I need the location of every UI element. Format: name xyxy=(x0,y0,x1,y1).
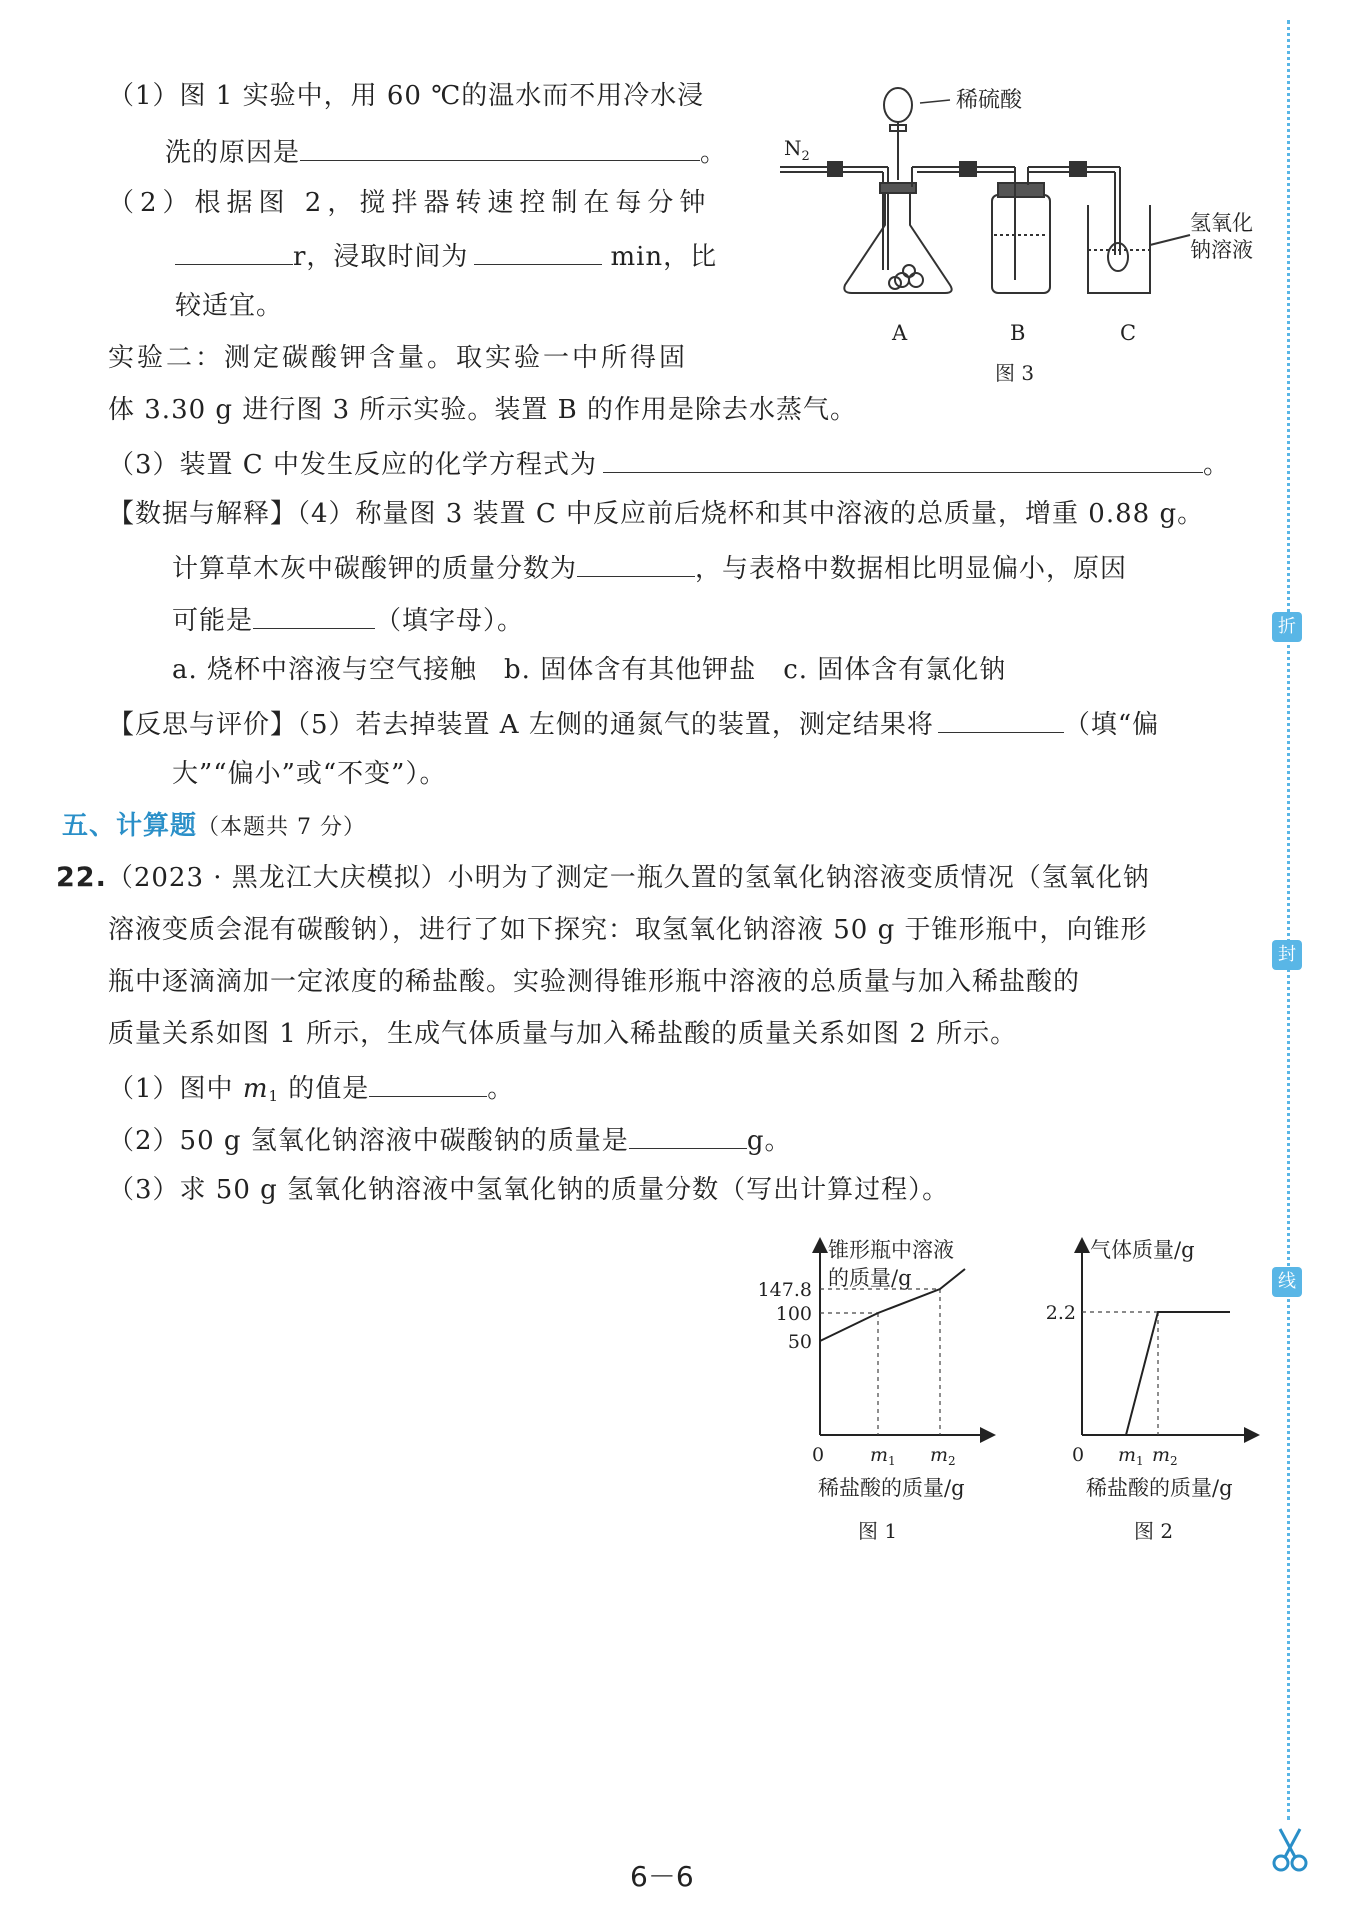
c1-xtick-0: 0 xyxy=(812,1444,825,1466)
edge-tab-fold: 折 xyxy=(1272,612,1302,642)
c2-xtick-0: 0 xyxy=(1072,1444,1085,1466)
scissors-icon xyxy=(1270,1825,1310,1875)
section-note: （本题共 7 分） xyxy=(197,815,366,840)
c2-xtick-m2: $m_2$ xyxy=(1152,1444,1178,1468)
apparatus-c-label: C xyxy=(1120,321,1137,345)
exp2-line-1: 实验二：测定碳酸钾含量。取实验一中所得固 xyxy=(108,343,689,373)
exp2-line-2: 体 3.30 g 进行图 3 所示实验。装置 B 的作用是除去水蒸气。 xyxy=(108,395,858,425)
q4-text-3: 可能是 xyxy=(172,606,254,636)
q22-1-text-2: 的值是 xyxy=(288,1074,370,1104)
acid-label: 稀硫酸 xyxy=(956,88,1023,113)
q22-2-text: （2）50 g 氢氧化钠溶液中碳酸钠的质量是 xyxy=(108,1126,629,1156)
q22-line-4: 质量关系如图 1 所示，生成气体质量与加入稀盐酸的质量关系如图 2 所示。 xyxy=(108,1019,1018,1049)
n2-label: $N_2$ xyxy=(784,136,810,164)
q2-line-2 xyxy=(175,236,717,275)
q5-text-2: （填“偏 xyxy=(1063,710,1160,740)
c1-xtick-m1: $m_1$ xyxy=(870,1444,896,1468)
c2-caption: 图 2 xyxy=(1134,1519,1174,1543)
q1-text: 洗的原因是 xyxy=(165,138,301,168)
figure-3-caption: 图 3 xyxy=(995,361,1035,385)
q5-text-1: 【反思与评价】（5）若去掉装置 A 左侧的通氮气的装置，测定结果将 xyxy=(108,710,934,740)
q22-sub-3: （3）求 50 g 氢氧化钠溶液中氢氧化钠的质量分数（写出计算过程）。 xyxy=(108,1175,950,1205)
q4-text-2: ，与表格中数据相比明显偏小，原因 xyxy=(695,554,1128,584)
q2-line-3: 较适宜。 xyxy=(175,291,284,321)
q2-line-1: （2）根据图 2，搅拌器转速控制在每分钟 xyxy=(108,188,712,218)
q4-line-1: 【数据与解释】（4）称量图 3 装置 C 中反应前后烧杯和其中溶液的总质量，增重 0.88 g。 xyxy=(108,499,1205,529)
q22-1-var: m xyxy=(242,1074,269,1104)
c2-ylabel: 气体质量/g xyxy=(1090,1238,1195,1262)
edge-tab-seal: 封 xyxy=(1272,940,1302,970)
q22-1-text: （1）图中 xyxy=(108,1074,234,1104)
q4-text-4: （填字母）。 xyxy=(375,606,525,636)
figure-3-apparatus xyxy=(770,75,1270,395)
c1-ytick-100: 100 xyxy=(775,1303,812,1325)
c1-xtick-m2: $m_2$ xyxy=(930,1444,956,1468)
q22-sub-2 xyxy=(108,1120,791,1159)
figure-1-chart xyxy=(740,1225,1010,1545)
q3-line: （3）装置 C 中发生反应的化学方程式为 。 xyxy=(108,444,1230,483)
q22-line-2: 溶液变质会混有碳酸钠），进行了如下探究：取氢氧化钠溶液 50 g 于锥形瓶中，向锥形 xyxy=(108,915,1148,945)
q4-text-1: 计算草木灰中碳酸钾的质量分数为 xyxy=(172,554,578,584)
q5-line-2: 大”“偏小”或“不变”）。 xyxy=(172,759,447,789)
section-title: 五、计算题 xyxy=(62,811,198,841)
naoh-label-1: 氢氧化 xyxy=(1190,211,1253,235)
c1-caption: 图 1 xyxy=(858,1519,898,1543)
q4-line-3 xyxy=(172,600,524,639)
q3-text: （3）装置 C 中发生反应的化学方程式为 xyxy=(108,450,597,480)
q1-answer-blank[interactable] xyxy=(300,132,700,161)
q22-sub-1 xyxy=(108,1068,514,1114)
page-number: 6－6 xyxy=(630,1860,694,1893)
q2-text-1: r，浸取时间为 xyxy=(293,242,469,272)
q22-1-end: 。 xyxy=(487,1074,515,1104)
c2-xlabel: 稀盐酸的质量/g xyxy=(1086,1476,1233,1500)
c2-ytick-2.2: 2.2 xyxy=(1045,1302,1076,1324)
q22-line-1 xyxy=(56,860,1150,896)
figure-2-chart xyxy=(1030,1225,1270,1545)
c1-ylabel-1: 锥形瓶中溶液 xyxy=(828,1238,954,1262)
q4-options: a. 烧杯中溶液与空气接触 b. 固体含有其他钾盐 c. 固体含有氯化钠 xyxy=(172,655,1007,685)
q22-number: 22. xyxy=(56,862,107,893)
apparatus-b-label: B xyxy=(1010,321,1026,345)
q3-equation-blank[interactable] xyxy=(603,444,1203,473)
q22-text-1: （2023 · 黑龙江大庆模拟）小明为了测定一瓶久置的氢氧化钠溶液变质情况（氢氧化钠 xyxy=(106,863,1150,893)
c1-ylabel-2: 的质量/g xyxy=(828,1266,912,1290)
c2-series-line xyxy=(1126,1312,1230,1435)
q2-text-2: min，比 xyxy=(610,242,718,272)
q4-fraction-blank[interactable] xyxy=(577,548,695,577)
c2-xtick-m1: $m_1$ xyxy=(1118,1444,1144,1468)
q22-na2co3-blank[interactable] xyxy=(629,1120,747,1149)
c1-ytick-147: 147.8 xyxy=(757,1279,812,1301)
cut-line xyxy=(1287,20,1290,1820)
q2-time-blank[interactable] xyxy=(474,236,602,265)
c1-ytick-50: 50 xyxy=(787,1331,812,1353)
q5-line-1 xyxy=(108,704,1159,743)
q22-m1-blank[interactable] xyxy=(369,1068,487,1097)
q1-line-1: （1）图 1 实验中，用 60 ℃的温水而不用冷水浸 xyxy=(108,81,705,111)
q1-line-2: 洗的原因是 。 xyxy=(165,132,727,171)
q4-reason-blank[interactable] xyxy=(253,600,375,629)
naoh-label-2: 钠溶液 xyxy=(1190,238,1253,262)
q22-2-end: g。 xyxy=(746,1126,792,1156)
q2-speed-blank[interactable] xyxy=(175,236,293,265)
c1-xlabel: 稀盐酸的质量/g xyxy=(818,1476,965,1500)
q22-1-sub: 1 xyxy=(268,1087,280,1105)
q22-line-3: 瓶中逐滴滴加一定浓度的稀盐酸。实验测得锥形瓶中溶液的总质量与加入稀盐酸的 xyxy=(108,967,1081,997)
q5-result-blank[interactable] xyxy=(938,704,1064,733)
apparatus-a-label: A xyxy=(892,321,908,345)
section-heading xyxy=(62,808,366,846)
edge-tab-line: 线 xyxy=(1272,1267,1302,1297)
q4-line-2 xyxy=(172,548,1127,587)
